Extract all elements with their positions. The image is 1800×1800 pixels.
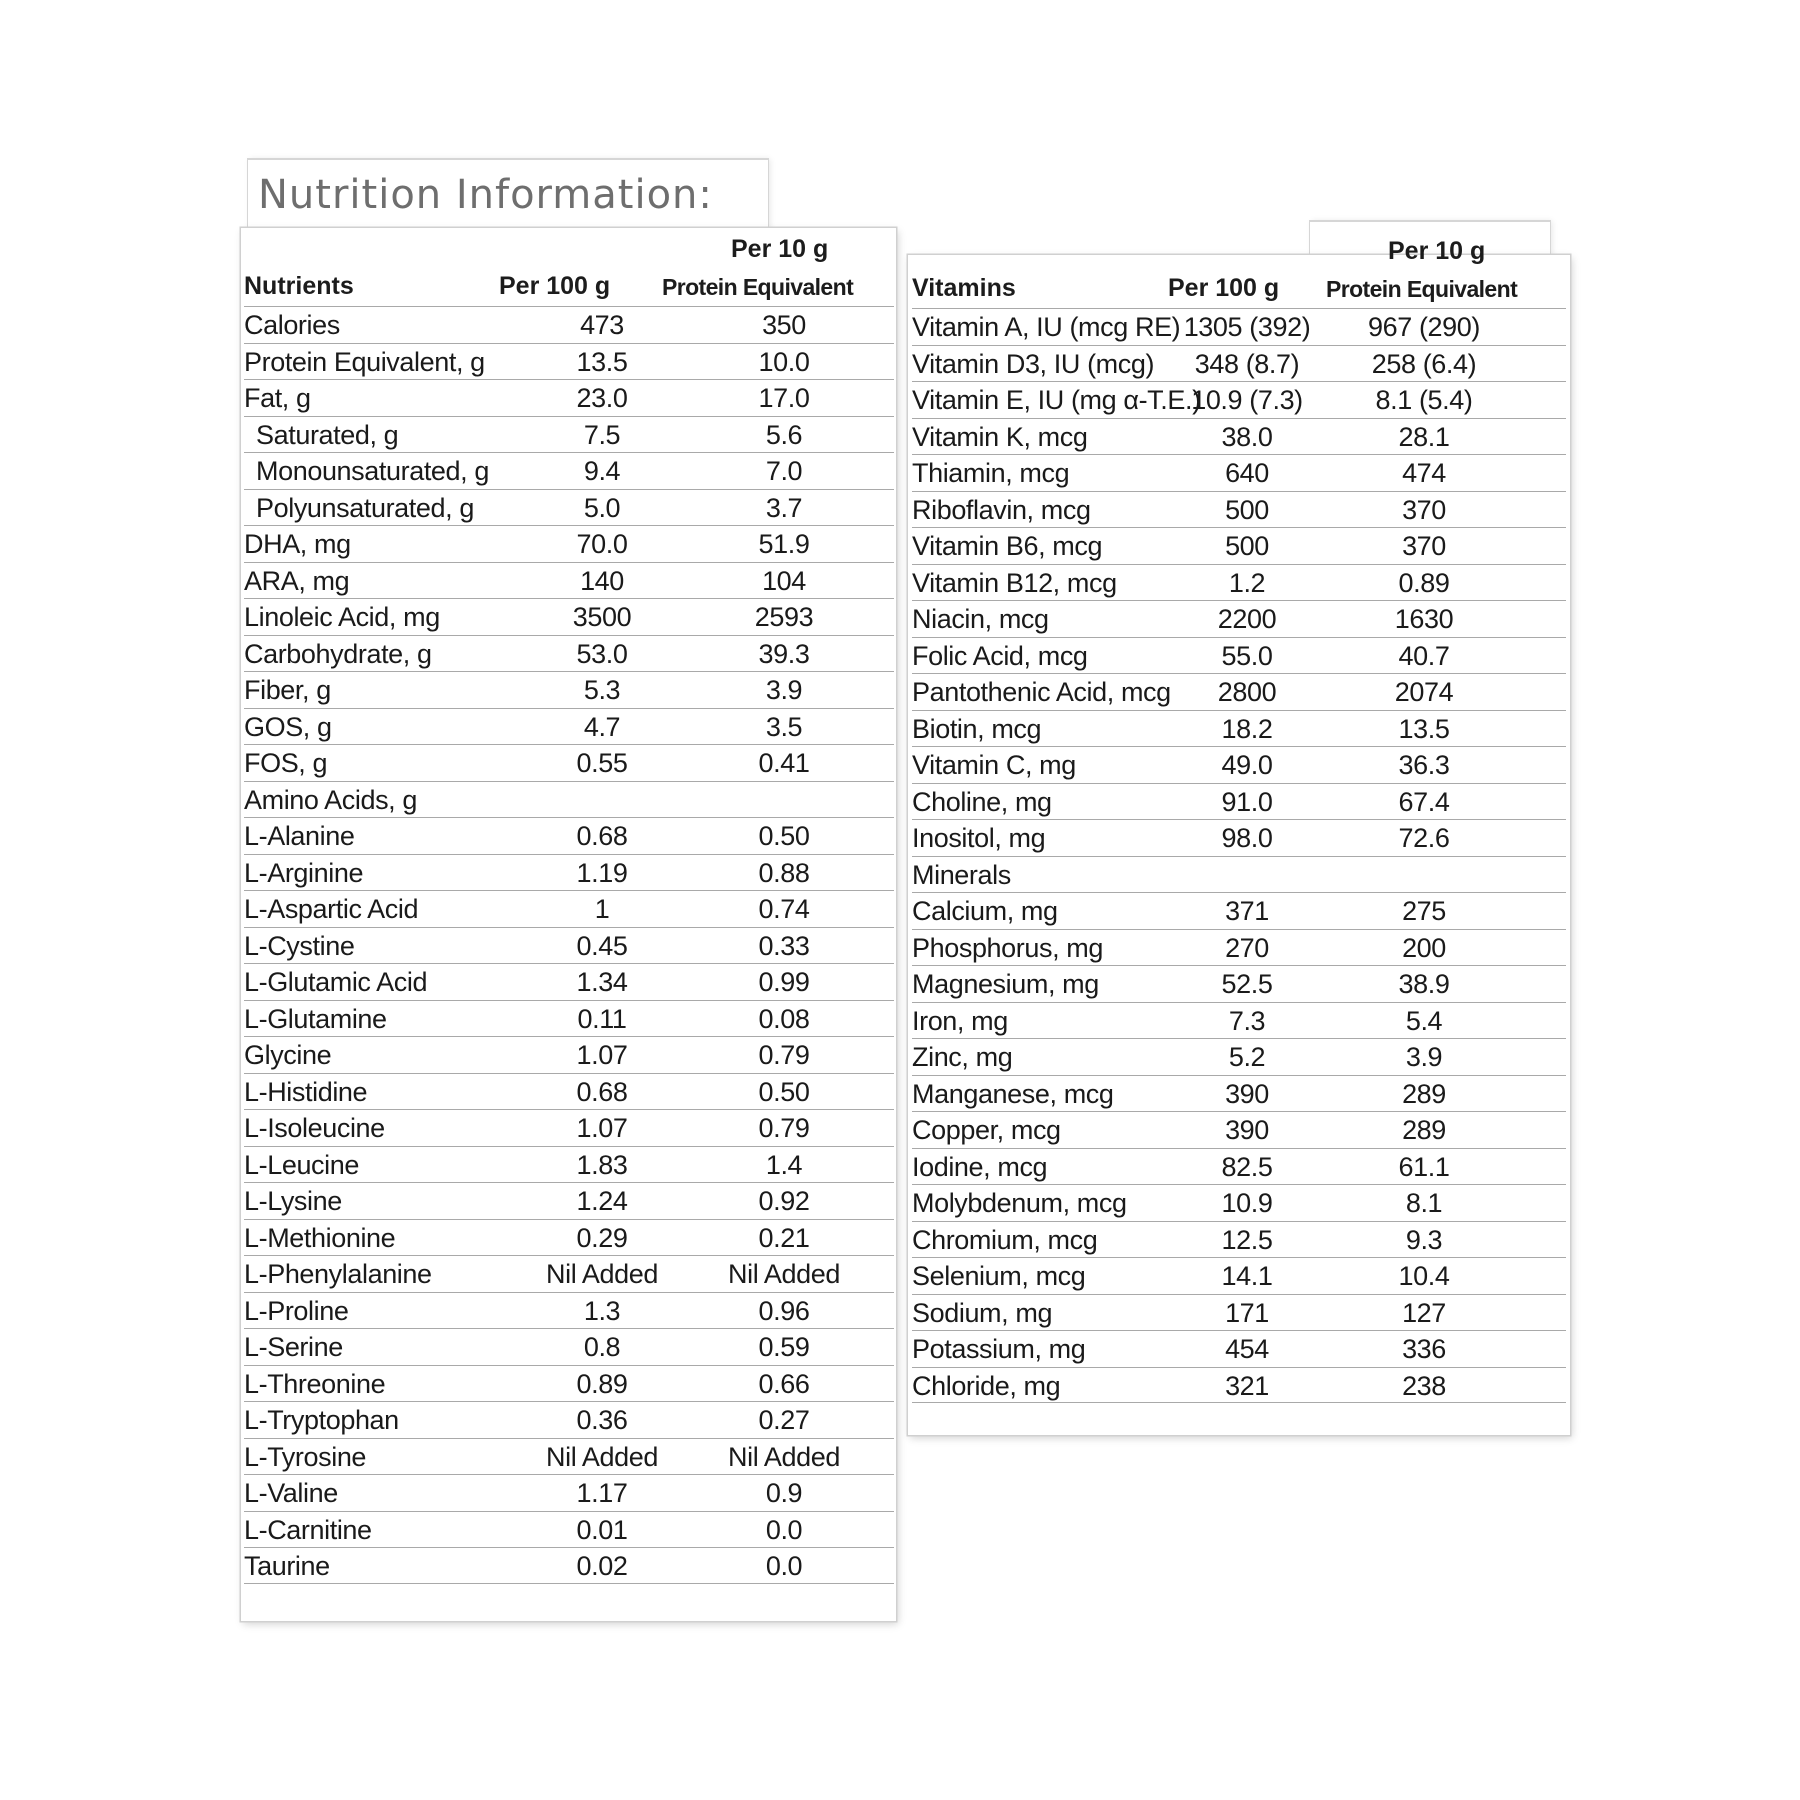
nutrient-name: Fiber, g [244, 675, 331, 705]
value-per-10g-protein-equivalent: 13.5 [1398, 713, 1450, 744]
column-header-vitamins: Vitamins [912, 274, 1016, 302]
value-per-10g-protein-equivalent: 1630 [1394, 604, 1454, 634]
column-header-nutrients: Nutrients [244, 272, 354, 300]
table-row [244, 1547, 894, 1584]
table-row [244, 525, 894, 562]
table-row [244, 963, 894, 1000]
value-per-100g: 2800 [1217, 677, 1277, 707]
table-row [912, 819, 1566, 856]
nutrient-name: Inositol, mg [912, 823, 1046, 853]
table-row [912, 1367, 1566, 1404]
value-per-10g-protein-equivalent: 238 [1402, 1370, 1446, 1401]
value-per-100g: 0.68 [576, 1076, 628, 1107]
value-per-100g: 140 [580, 565, 624, 596]
value-per-100g: 390 [1225, 1078, 1269, 1109]
value-per-100g: 0.8 [583, 1332, 621, 1362]
value-per-100g: 12.5 [1221, 1224, 1273, 1255]
table-row [244, 927, 894, 964]
column-header-per-10g: Per 10 g [731, 235, 829, 263]
table-row [244, 489, 894, 526]
section-row [244, 781, 894, 818]
column-header-per-10g: Per 10 g [1388, 237, 1486, 265]
document-title: Nutrition Information: [258, 172, 713, 218]
nutrient-name: Vitamin A, IU (mcg RE) [912, 312, 1181, 342]
table-row [244, 1182, 894, 1219]
value-per-10g-protein-equivalent: 2074 [1394, 677, 1454, 707]
value-per-10g-protein-equivalent: 350 [762, 310, 806, 340]
table-row [912, 1075, 1566, 1112]
table-row [912, 710, 1566, 747]
value-per-100g: 10.9 (7.3) [1191, 385, 1303, 415]
table-row [244, 1109, 894, 1146]
nutrients-table [244, 230, 894, 1584]
value-per-100g: 7.3 [1228, 1005, 1266, 1036]
value-per-10g-protein-equivalent: 38.9 [1398, 969, 1450, 999]
value-per-10g-protein-equivalent: 40.7 [1398, 640, 1450, 671]
value-per-100g: 5.3 [583, 675, 621, 705]
value-per-100g: 0.29 [576, 1222, 628, 1253]
column-header-per-100g: Per 100 g [1168, 274, 1280, 302]
table-row [912, 783, 1566, 820]
value-per-100g: 82.5 [1221, 1151, 1273, 1182]
table-row [244, 1438, 894, 1475]
value-per-100g: 49.0 [1221, 750, 1273, 780]
value-per-10g-protein-equivalent: 370 [1402, 531, 1446, 561]
value-per-10g-protein-equivalent: 289 [1402, 1115, 1446, 1145]
table-row [244, 343, 894, 380]
value-per-100g: 390 [1225, 1115, 1269, 1145]
section-heading: Amino Acids, g [244, 784, 417, 815]
value-per-100g: 371 [1225, 896, 1269, 926]
table-row [912, 454, 1566, 491]
table-row [244, 379, 894, 416]
nutrient-name: L-Aspartic Acid [244, 894, 419, 924]
nutrient-name: ARA, mg [244, 565, 350, 596]
nutrient-name: Molybdenum, mcg [912, 1188, 1127, 1218]
value-per-100g: 1.17 [576, 1478, 628, 1508]
value-per-100g: 473 [580, 310, 624, 340]
nutrient-name: FOS, g [244, 748, 328, 778]
value-per-10g-protein-equivalent: 0.59 [758, 1332, 810, 1362]
nutrient-name: Phosphorus, mg [912, 932, 1104, 963]
nutrient-name: Choline, mg [912, 786, 1052, 817]
nutrient-name: L-Arginine [244, 857, 364, 888]
nutrient-name: L-Serine [244, 1332, 343, 1362]
value-per-10g-protein-equivalent: 336 [1402, 1334, 1446, 1364]
nutrient-name: L-Carnitine [244, 1514, 372, 1545]
nutrient-name: Iodine, mcg [912, 1151, 1048, 1182]
column-header-protein-equivalent: Protein Equivalent [1326, 276, 1518, 302]
nutrient-name: Potassium, mg [912, 1334, 1086, 1364]
value-per-100g: 1305 (392) [1183, 312, 1311, 342]
table-row [244, 890, 894, 927]
table-row [244, 306, 894, 343]
table-row [244, 1255, 894, 1292]
value-per-100g: 0.45 [576, 930, 628, 961]
nutrient-name: Taurine [244, 1551, 330, 1581]
value-per-10g-protein-equivalent: 10.4 [1398, 1261, 1450, 1291]
nutrient-name: Iron, mg [912, 1005, 1008, 1036]
nutrient-name: Folic Acid, mcg [912, 640, 1088, 671]
nutrient-name: Glycine [244, 1040, 332, 1070]
value-per-10g-protein-equivalent: 9.3 [1405, 1224, 1443, 1255]
value-per-10g-protein-equivalent: 10.0 [758, 346, 810, 377]
value-per-10g-protein-equivalent: 0.0 [765, 1514, 803, 1545]
value-per-100g: 5.2 [1228, 1042, 1266, 1072]
value-per-10g-protein-equivalent: 3.9 [765, 675, 803, 705]
value-per-100g: 91.0 [1221, 786, 1273, 817]
nutrient-name: Vitamin C, mg [912, 750, 1076, 780]
nutrient-name: L-Histidine [244, 1076, 368, 1107]
nutrient-name: Thiamin, mcg [912, 458, 1070, 488]
table-row [912, 1184, 1566, 1221]
nutrient-name: Vitamin B12, mcg [912, 567, 1117, 598]
value-per-10g-protein-equivalent: 127 [1402, 1297, 1446, 1328]
value-per-10g-protein-equivalent: 258 (6.4) [1371, 348, 1477, 379]
nutrient-name: L-Glutamic Acid [244, 967, 428, 997]
value-per-100g: 0.01 [576, 1514, 628, 1545]
value-per-100g: 53.0 [576, 638, 628, 669]
value-per-100g: 321 [1225, 1370, 1269, 1401]
nutrient-name: L-Threonine [244, 1368, 386, 1399]
value-per-10g-protein-equivalent: 0.33 [758, 930, 810, 961]
value-per-100g: 640 [1225, 458, 1269, 488]
value-per-10g-protein-equivalent: 17.0 [758, 383, 810, 413]
nutrient-name: L-Methionine [244, 1222, 396, 1253]
table-row [244, 854, 894, 891]
value-per-100g: 0.89 [576, 1368, 628, 1399]
value-per-100g: 1.34 [576, 967, 628, 997]
value-per-10g-protein-equivalent: 0.74 [758, 894, 810, 924]
value-per-10g-protein-equivalent: 0.9 [765, 1478, 803, 1508]
value-per-100g: 3500 [572, 602, 632, 632]
value-per-10g-protein-equivalent: 0.41 [758, 748, 810, 778]
value-per-10g-protein-equivalent: 36.3 [1398, 750, 1450, 780]
table-row [912, 1111, 1566, 1148]
value-per-100g: 70.0 [576, 529, 628, 559]
vitamins-table-header [912, 232, 1566, 308]
nutrient-name: Copper, mcg [912, 1115, 1061, 1145]
value-per-10g-protein-equivalent: 5.4 [1405, 1005, 1443, 1036]
value-per-100g: 454 [1225, 1334, 1269, 1364]
value-per-10g-protein-equivalent: 61.1 [1398, 1151, 1450, 1182]
value-per-10g-protein-equivalent: 0.79 [758, 1113, 810, 1143]
value-per-10g-protein-equivalent: 275 [1402, 896, 1446, 926]
value-per-10g-protein-equivalent: 8.1 [1405, 1188, 1443, 1218]
value-per-100g: Nil Added [546, 1259, 658, 1289]
nutrient-name: Fat, g [244, 383, 311, 413]
nutrients-rows [244, 306, 894, 1584]
value-per-100g: 348 (8.7) [1194, 348, 1300, 379]
value-per-100g: 0.02 [576, 1551, 628, 1581]
nutrient-name: Protein Equivalent, g [244, 346, 485, 377]
value-per-100g: 1.83 [576, 1149, 628, 1180]
nutrient-name: Niacin, mcg [912, 604, 1049, 634]
nutrient-name: Saturated, g [256, 419, 399, 450]
table-row [912, 1330, 1566, 1367]
value-per-10g-protein-equivalent: 51.9 [758, 529, 810, 559]
value-per-10g-protein-equivalent: 289 [1402, 1078, 1446, 1109]
section-row [912, 856, 1566, 893]
value-per-100g: 4.7 [583, 711, 621, 742]
nutrient-name: L-Tyrosine [244, 1441, 367, 1472]
value-per-100g: 0.55 [576, 748, 628, 778]
nutrient-name: Magnesium, mg [912, 969, 1099, 999]
value-per-100g: 18.2 [1221, 713, 1273, 744]
value-per-10g-protein-equivalent: 3.9 [1405, 1042, 1443, 1072]
nutrient-name: L-Lysine [244, 1186, 342, 1216]
nutrient-name: L-Tryptophan [244, 1405, 399, 1435]
value-per-100g: 13.5 [576, 346, 628, 377]
value-per-10g-protein-equivalent: 0.88 [758, 857, 810, 888]
table-row [244, 744, 894, 781]
nutrient-name: Polyunsaturated, g [256, 492, 474, 523]
column-header-per-100g: Per 100 g [499, 272, 611, 300]
nutrients-table-header [244, 230, 894, 306]
value-per-100g: 98.0 [1221, 823, 1273, 853]
value-per-10g-protein-equivalent: 0.08 [758, 1003, 810, 1034]
nutrient-name: DHA, mg [244, 529, 351, 559]
value-per-10g-protein-equivalent: 0.50 [758, 821, 810, 851]
value-per-100g: 0.68 [576, 821, 628, 851]
nutrient-name: Manganese, mcg [912, 1078, 1114, 1109]
nutrient-name: L-Alanine [244, 821, 355, 851]
table-row [244, 1073, 894, 1110]
value-per-10g-protein-equivalent: 200 [1402, 932, 1446, 963]
value-per-100g: 270 [1225, 932, 1269, 963]
table-row [244, 452, 894, 489]
value-per-100g: 23.0 [576, 383, 628, 413]
table-row [912, 1221, 1566, 1258]
table-row [912, 308, 1566, 345]
table-row [912, 345, 1566, 382]
table-row [244, 1036, 894, 1073]
table-row [912, 1002, 1566, 1039]
table-row [244, 1474, 894, 1511]
table-row [244, 671, 894, 708]
value-per-10g-protein-equivalent: 0.0 [765, 1551, 803, 1581]
nutrient-name: Zinc, mg [912, 1042, 1013, 1072]
value-per-10g-protein-equivalent: 370 [1402, 494, 1446, 525]
table-row [244, 1219, 894, 1256]
value-per-100g: 500 [1225, 531, 1269, 561]
value-per-100g: 1.24 [576, 1186, 628, 1216]
table-row [912, 965, 1566, 1002]
table-row [244, 1511, 894, 1548]
value-per-10g-protein-equivalent: 0.79 [758, 1040, 810, 1070]
nutrient-name: Biotin, mcg [912, 713, 1042, 744]
table-row [912, 1148, 1566, 1185]
nutrient-name: Calories [244, 310, 340, 340]
nutrient-name: L-Phenylalanine [244, 1259, 432, 1289]
table-row [244, 1146, 894, 1183]
value-per-100g: 500 [1225, 494, 1269, 525]
nutrient-name: GOS, g [244, 711, 332, 742]
table-row [912, 491, 1566, 528]
section-heading: Minerals [912, 859, 1011, 890]
table-row [244, 1292, 894, 1329]
value-per-10g-protein-equivalent: 2593 [754, 602, 814, 632]
table-row [912, 746, 1566, 783]
table-row [912, 418, 1566, 455]
nutrient-name: Vitamin E, IU (mg α-T.E.) [912, 385, 1201, 415]
value-per-10g-protein-equivalent: 39.3 [758, 638, 810, 669]
table-row [912, 637, 1566, 674]
value-per-10g-protein-equivalent: 8.1 (5.4) [1375, 385, 1473, 415]
nutrient-name: L-Valine [244, 1478, 338, 1508]
column-header-protein-equivalent: Protein Equivalent [662, 274, 854, 300]
nutrient-name: Chloride, mg [912, 1370, 1061, 1401]
value-per-100g: 1.3 [583, 1295, 621, 1326]
value-per-100g: 1.07 [576, 1113, 628, 1143]
table-row [912, 381, 1566, 418]
value-per-10g-protein-equivalent: 0.50 [758, 1076, 810, 1107]
value-per-100g: 171 [1225, 1297, 1269, 1328]
value-per-10g-protein-equivalent: 1.4 [765, 1149, 803, 1180]
value-per-10g-protein-equivalent: 0.96 [758, 1295, 810, 1326]
value-per-100g: 1.2 [1228, 567, 1266, 598]
value-per-10g-protein-equivalent: 474 [1402, 458, 1446, 488]
value-per-10g-protein-equivalent: 967 (290) [1368, 312, 1480, 342]
value-per-10g-protein-equivalent: 67.4 [1398, 786, 1450, 817]
nutrient-name: Carbohydrate, g [244, 638, 432, 669]
value-per-10g-protein-equivalent: Nil Added [728, 1259, 840, 1289]
value-per-100g: 10.9 [1221, 1188, 1273, 1218]
nutrient-name: L-Glutamine [244, 1003, 387, 1034]
value-per-100g: 55.0 [1221, 640, 1273, 671]
table-row [244, 1328, 894, 1365]
value-per-100g: 5.0 [583, 492, 621, 523]
table-row [912, 1038, 1566, 1075]
table-row [244, 708, 894, 745]
value-per-10g-protein-equivalent: 3.7 [765, 492, 803, 523]
value-per-10g-protein-equivalent: 5.6 [765, 419, 803, 450]
value-per-100g: 1.07 [576, 1040, 628, 1070]
nutrient-name: Pantothenic Acid, mcg [912, 677, 1171, 707]
value-per-100g: 9.4 [583, 456, 621, 486]
value-per-100g: 52.5 [1221, 969, 1273, 999]
nutrient-name: L-Cystine [244, 930, 355, 961]
table-row [912, 600, 1566, 637]
nutrient-name: L-Leucine [244, 1149, 359, 1180]
value-per-10g-protein-equivalent: 72.6 [1398, 823, 1450, 853]
value-per-10g-protein-equivalent: 28.1 [1398, 421, 1450, 452]
nutrient-name: Linoleic Acid, mg [244, 602, 440, 632]
value-per-100g: 0.36 [576, 1405, 628, 1435]
table-row [244, 817, 894, 854]
value-per-10g-protein-equivalent: 0.99 [758, 967, 810, 997]
nutrient-name: Chromium, mcg [912, 1224, 1098, 1255]
value-per-100g: 38.0 [1221, 421, 1273, 452]
nutrient-name: Riboflavin, mcg [912, 494, 1091, 525]
table-row [912, 1257, 1566, 1294]
nutrient-name: Vitamin B6, mcg [912, 531, 1103, 561]
nutrient-name: Vitamin K, mcg [912, 421, 1088, 452]
table-row [244, 1401, 894, 1438]
value-per-100g: 0.11 [577, 1003, 627, 1034]
table-row [244, 635, 894, 672]
value-per-10g-protein-equivalent: 0.66 [758, 1368, 810, 1399]
value-per-10g-protein-equivalent: 104 [762, 565, 806, 596]
value-per-100g: Nil Added [546, 1441, 658, 1472]
vitamins-rows [912, 308, 1566, 1403]
table-row [912, 892, 1566, 929]
value-per-10g-protein-equivalent: 7.0 [765, 456, 803, 486]
table-row [244, 1000, 894, 1037]
nutrient-name: L-Proline [244, 1295, 349, 1326]
table-row [912, 929, 1566, 966]
nutrient-name: Monounsaturated, g [256, 456, 489, 486]
value-per-10g-protein-equivalent: 0.89 [1398, 567, 1450, 598]
nutrient-name: Sodium, mg [912, 1297, 1053, 1328]
value-per-100g: 2200 [1217, 604, 1277, 634]
value-per-10g-protein-equivalent: Nil Added [728, 1441, 840, 1472]
table-row [912, 527, 1566, 564]
table-row [244, 1365, 894, 1402]
table-row [912, 1294, 1566, 1331]
nutrient-name: Calcium, mg [912, 896, 1058, 926]
nutrient-name: Selenium, mcg [912, 1261, 1086, 1291]
value-per-100g: 14.1 [1221, 1261, 1273, 1291]
table-row [244, 416, 894, 453]
table-row [912, 673, 1566, 710]
table-row [244, 562, 894, 599]
value-per-10g-protein-equivalent: 0.27 [758, 1405, 810, 1435]
value-per-100g: 7.5 [583, 419, 621, 450]
table-row [244, 598, 894, 635]
value-per-100g: 1.19 [576, 857, 628, 888]
value-per-10g-protein-equivalent: 3.5 [765, 711, 803, 742]
value-per-10g-protein-equivalent: 0.92 [758, 1186, 810, 1216]
table-row [912, 564, 1566, 601]
nutrient-name: Vitamin D3, IU (mcg) [912, 348, 1155, 379]
value-per-100g: 1 [594, 894, 610, 924]
vitamins-minerals-table [912, 232, 1566, 1403]
nutrient-name: L-Isoleucine [244, 1113, 385, 1143]
value-per-10g-protein-equivalent: 0.21 [758, 1222, 810, 1253]
